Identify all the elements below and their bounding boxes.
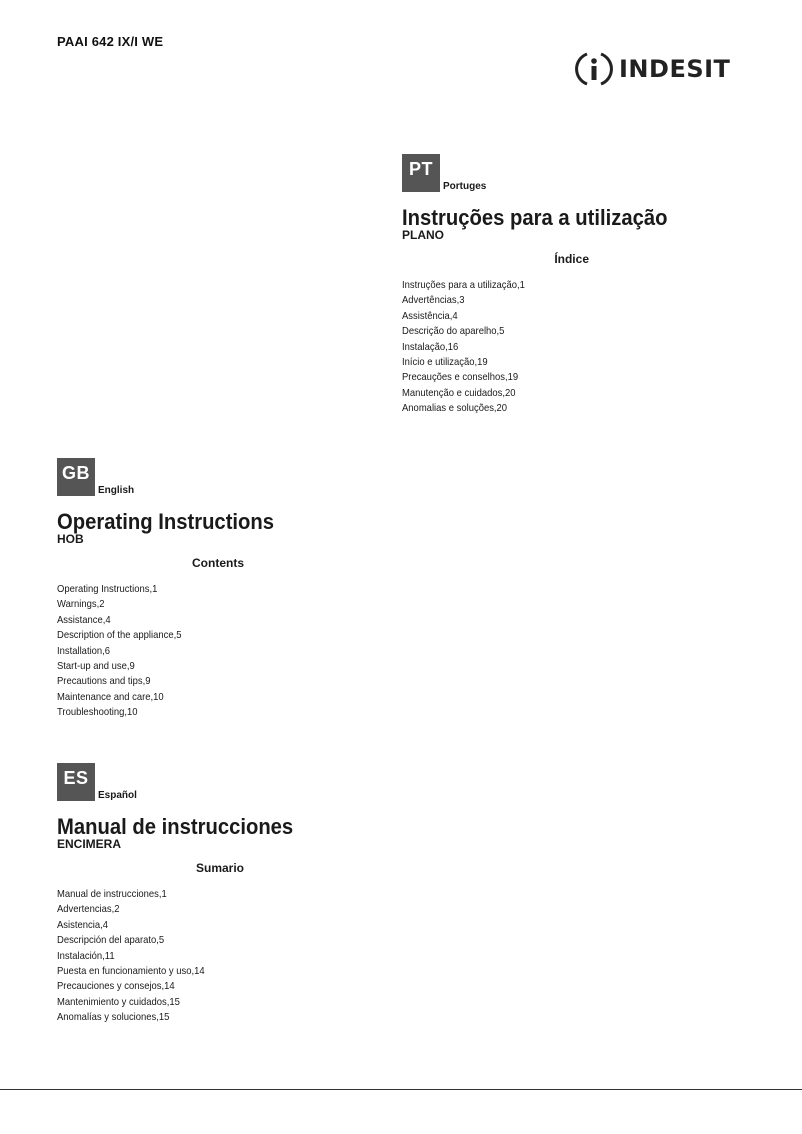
language-code-badge: PT bbox=[402, 154, 440, 192]
brand-i-icon bbox=[575, 50, 613, 88]
toc-item[interactable]: Advertencias,2 bbox=[57, 903, 120, 916]
section-subtitle: PLANO bbox=[402, 228, 444, 242]
toc-item[interactable]: Mantenimiento y cuidados,15 bbox=[57, 995, 180, 1008]
toc-item[interactable]: Instalación,11 bbox=[57, 949, 115, 962]
section-gb bbox=[57, 458, 293, 721]
contents-heading: Índice bbox=[554, 252, 589, 266]
brand-logo bbox=[575, 50, 730, 88]
bottom-divider bbox=[0, 1089, 802, 1090]
section-title: Operating Instructions bbox=[57, 509, 275, 534]
table-of-contents bbox=[57, 582, 293, 721]
toc-item[interactable]: Manual de instrucciones,1 bbox=[57, 888, 167, 900]
toc-item[interactable]: Operating Instructions,1 bbox=[57, 583, 158, 595]
language-header bbox=[402, 154, 691, 192]
section-title: Instruções para a utilização bbox=[402, 205, 668, 230]
toc-item[interactable]: Descripción del aparato,5 bbox=[57, 934, 165, 947]
table-of-contents bbox=[402, 278, 691, 417]
section-es bbox=[57, 763, 314, 1026]
section-subtitle: HOB bbox=[57, 532, 84, 546]
toc-item[interactable]: Advertências,3 bbox=[402, 294, 465, 307]
toc-item[interactable]: Precautions and tips,9 bbox=[57, 675, 151, 688]
toc-item[interactable]: Assistência,4 bbox=[402, 309, 458, 322]
toc-item[interactable]: Installation,6 bbox=[57, 644, 111, 657]
toc-item[interactable]: Início e utilização,19 bbox=[402, 356, 488, 369]
toc-item[interactable]: Asistencia,4 bbox=[57, 918, 108, 931]
toc-item[interactable]: Instalação,16 bbox=[402, 340, 459, 353]
language-name: English bbox=[98, 485, 135, 496]
language-name: Español bbox=[98, 790, 137, 801]
toc-item[interactable]: Assistance,4 bbox=[57, 613, 111, 626]
toc-item[interactable]: Descrição do aparelho,5 bbox=[402, 325, 505, 338]
brand-wordmark: INDESIT bbox=[619, 55, 731, 83]
toc-item[interactable]: Anomalias e soluções,20 bbox=[402, 402, 508, 415]
toc-item[interactable]: Troubleshooting,10 bbox=[57, 706, 138, 719]
toc-item[interactable]: Maintenance and care,10 bbox=[57, 690, 164, 703]
section-title: Manual de instrucciones bbox=[57, 814, 294, 839]
toc-item[interactable]: Precauciones y consejos,14 bbox=[57, 980, 175, 993]
language-code-badge: GB bbox=[57, 458, 95, 496]
language-code-badge: ES bbox=[57, 763, 95, 801]
toc-item[interactable]: Manutenção e cuidados,20 bbox=[402, 386, 516, 399]
toc-item[interactable]: Warnings,2 bbox=[57, 598, 105, 611]
toc-item[interactable]: Start-up and use,9 bbox=[57, 660, 135, 673]
contents-heading: Contents bbox=[192, 556, 244, 570]
toc-item[interactable]: Precauções e conselhos,19 bbox=[402, 371, 519, 384]
toc-item[interactable]: Instruções para a utilização,1 bbox=[402, 279, 525, 291]
language-header bbox=[57, 763, 314, 801]
toc-item[interactable]: Puesta en funcionamiento y uso,14 bbox=[57, 965, 205, 978]
contents-heading: Sumario bbox=[195, 861, 244, 875]
language-name: Portuges bbox=[443, 181, 487, 192]
model-number: PAAI 642 IX/I WE bbox=[57, 34, 164, 49]
toc-item[interactable]: Anomalías y soluciones,15 bbox=[57, 1011, 170, 1024]
toc-item[interactable]: Description of the appliance,5 bbox=[57, 629, 182, 642]
language-header bbox=[57, 458, 293, 496]
section-pt bbox=[402, 154, 691, 417]
section-subtitle: ENCIMERA bbox=[57, 837, 122, 851]
table-of-contents bbox=[57, 887, 314, 1026]
